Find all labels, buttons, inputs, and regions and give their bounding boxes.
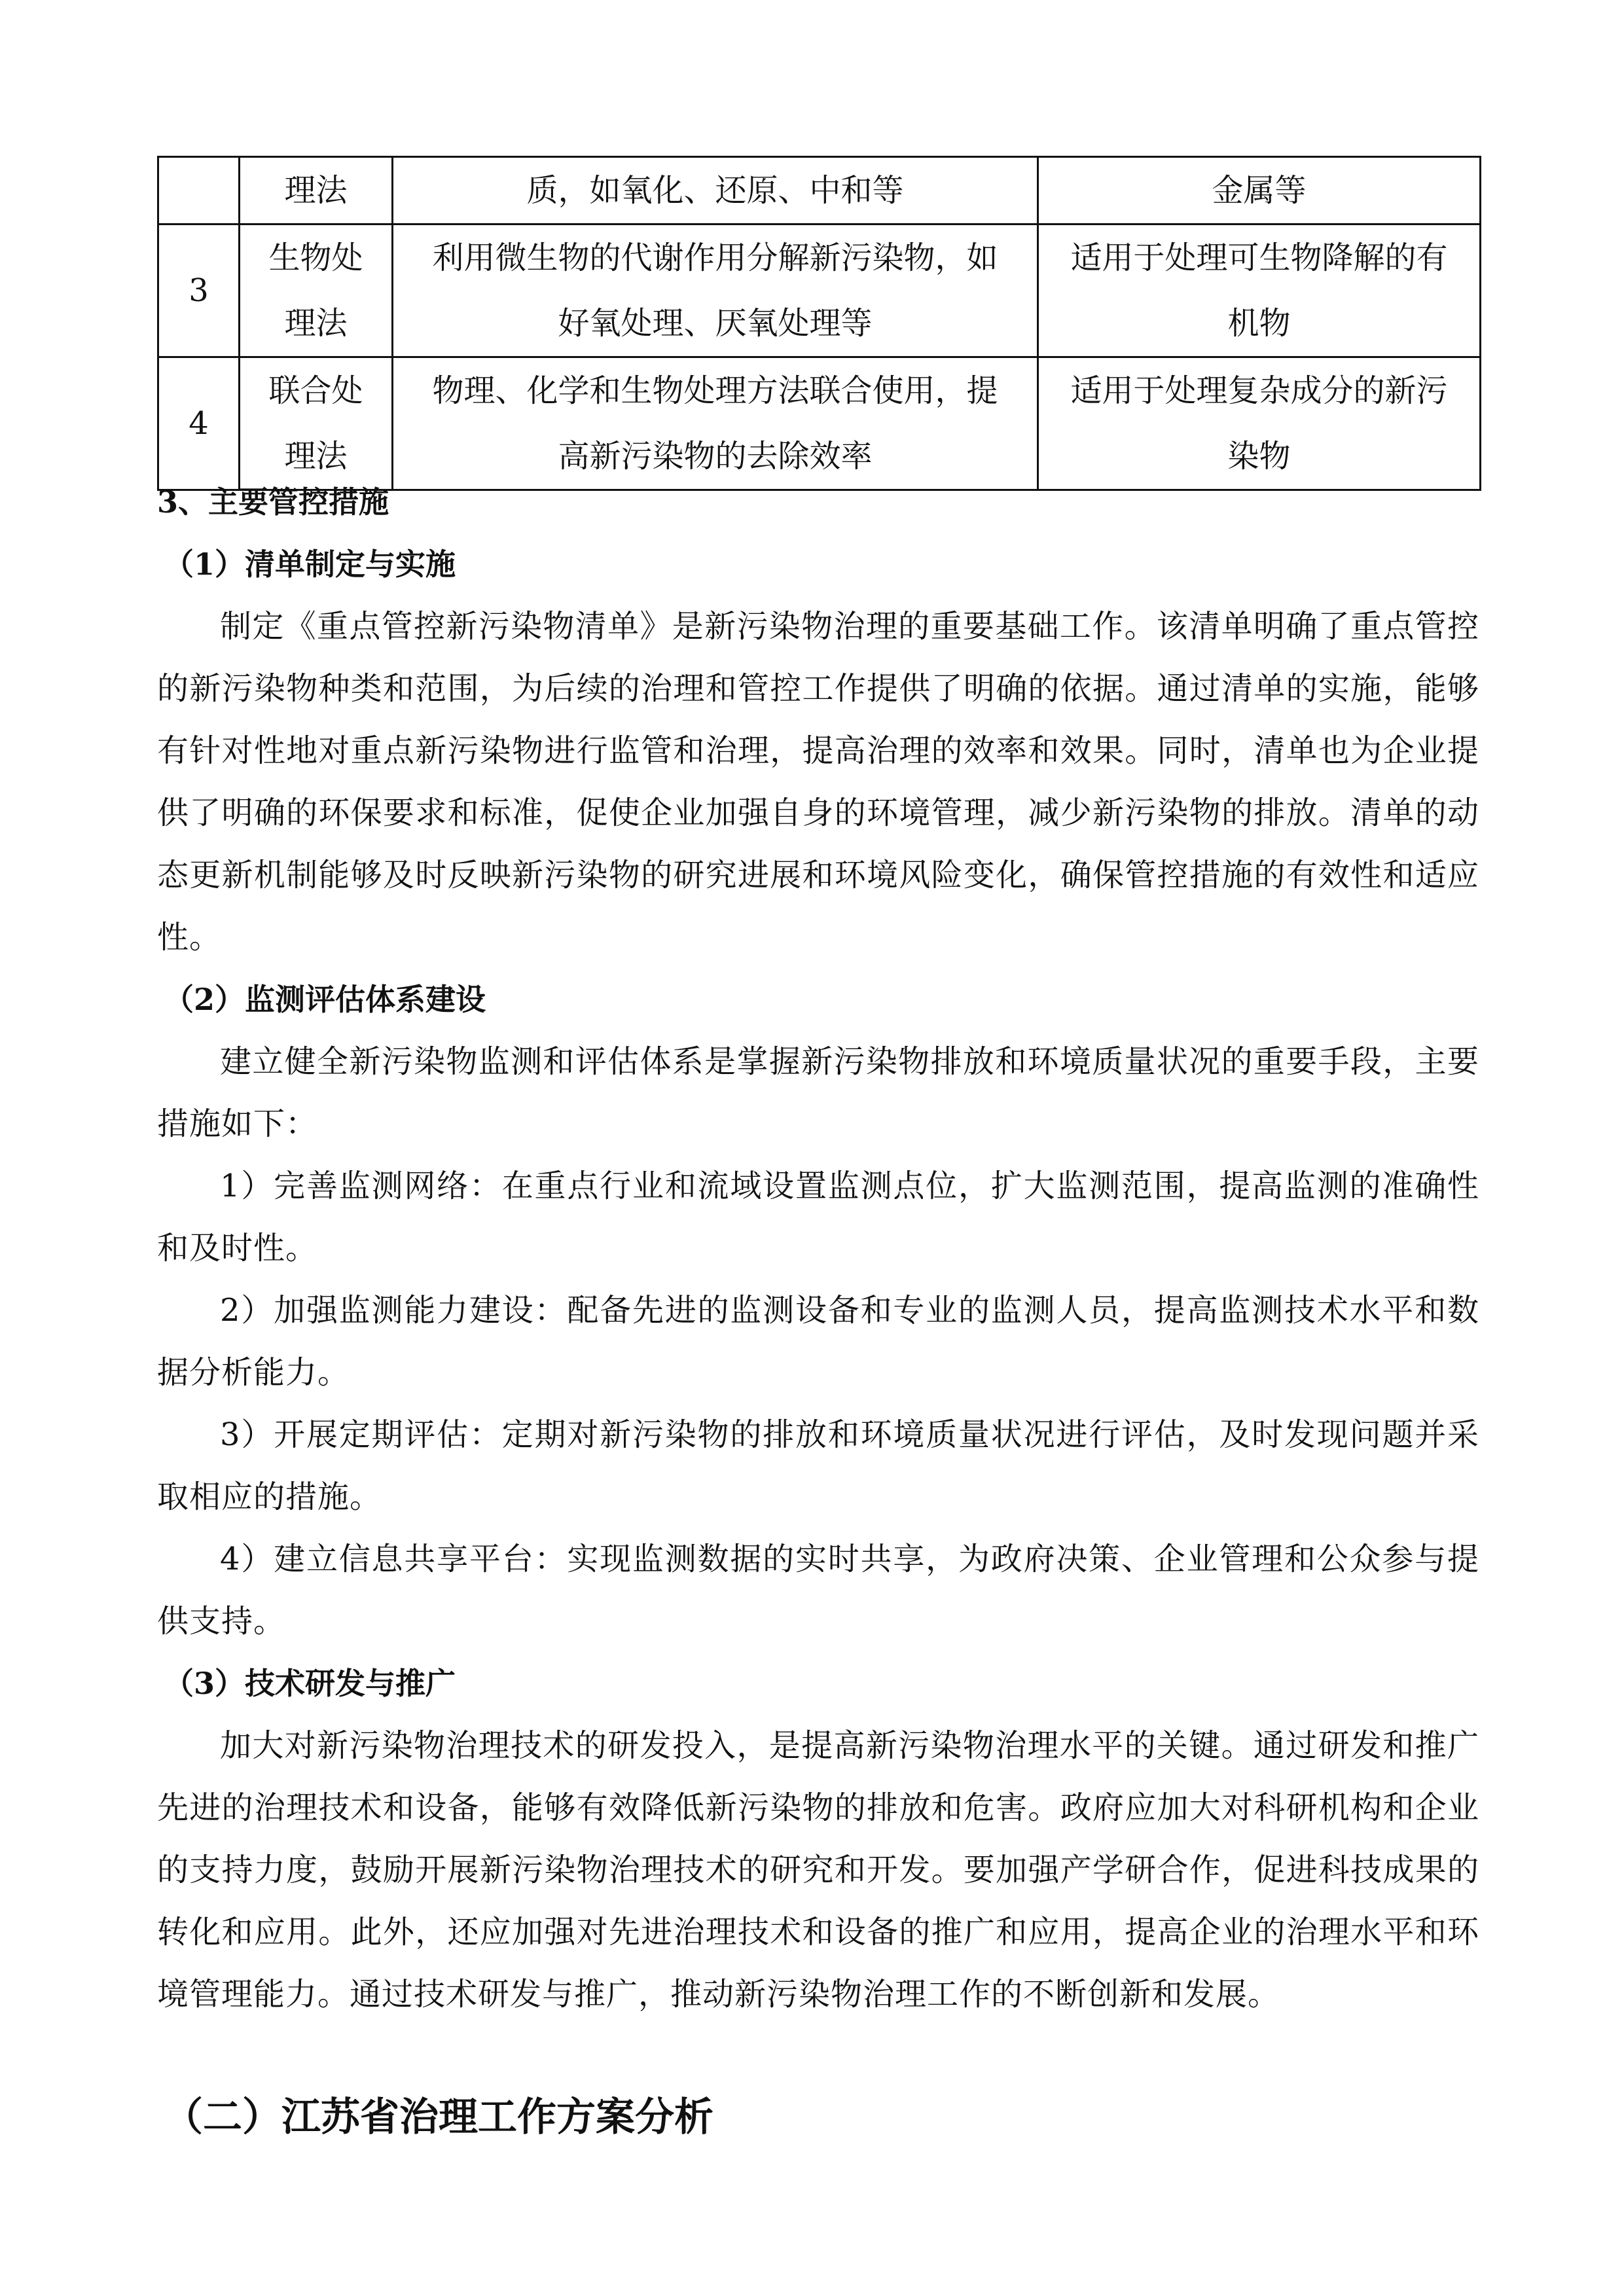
method-name-line: 理法 [284,438,348,475]
method-description [393,157,1038,224]
method-scope [1038,224,1481,357]
section-heading: 3、主要管控措施 [157,484,389,520]
method-description [393,224,1038,357]
method-name [240,157,393,224]
scope-line: 染物 [1227,438,1291,475]
chapter-heading: （二）江苏省治理工作方案分析 [164,2094,713,2140]
list-item: 1）完善监测网络：在重点行业和流域设置监测点位，扩大监测范围，提高监测的准确性和及时性。 [157,1168,1479,1266]
row-number: 3 [158,224,240,357]
method-name [240,224,393,357]
method-name-line: 联合处 [268,372,363,409]
scope-line: 机物 [1227,305,1291,342]
paragraph: 建立健全新污染物监测和评估体系是掌握新污染物排放和环境质量状况的重要手段，主要措施如下： [157,1043,1479,1142]
description-line: 质，如氧化、还原、中和等 [526,172,904,209]
method-description [393,357,1038,490]
description-line: 高新污染物的去除效率 [558,438,873,475]
list-item: 4）建立信息共享平台：实现监测数据的实时共享，为政府决策、企业管理和公众参与提供支持。 [157,1541,1479,1640]
scope-line: 适用于处理复杂成分的新污 [1070,372,1448,409]
table-row [158,157,1481,224]
paragraph: 制定《重点管控新污染物清单》是新污染物治理的重要基础工作。该清单明确了重点管控的新污染物种类和范围，为后续的治理和管控工作提供了明确的依据。通过清单的实施，能够有针对性地对重点新污染物进行监管和治理，提高治理的效率和效果。同时，清单也为企业提供了明确的环保要求和标准，促使企业加强自身的环境管理，减少新污染物的排放。清单的动态更新机制能够及时反映新污染物的研究进展和环境风险变化，确保管控措施的有效性和适应性。 [157,608,1479,956]
method-scope [1038,357,1481,490]
row-number: 4 [158,357,240,490]
treatment-methods-table [157,156,1481,491]
row-number [158,157,240,224]
paragraph: 加大对新污染物治理技术的研发投入，是提高新污染物治理水平的关键。通过研发和推广先进的治理技术和设备，能够有效降低新污染物的排放和危害。政府应加大对科研机构和企业的支持力度，鼓励开展新污染物治理技术的研究和开发。要加强产学研合作，促进科技成果的转化和应用。此外，还应加强对先进治理技术和设备的推广和应用，提高企业的治理水平和环境管理能力。通过技术研发与推广，推动新污染物治理工作的不断创新和发展。 [157,1727,1479,2013]
table-row [158,224,1481,357]
scope-line: 适用于处理可生物降解的有 [1070,240,1448,276]
method-name [240,357,393,490]
subsection-heading: （3）技术研发与推广 [164,1666,456,1701]
method-scope [1038,157,1481,224]
description-line: 利用微生物的代谢作用分解新污染物，如 [432,240,998,276]
subsection-heading: （2）监测评估体系建设 [164,982,486,1017]
subsection-heading: （1）清单制定与实施 [164,547,456,582]
table-row [158,357,1481,490]
body-text [157,471,1479,2026]
list-item: 2）加强监测能力建设：配备先进的监测设备和专业的监测人员，提高监测技术水平和数据分析能力。 [157,1292,1479,1391]
method-name-line: 生物处 [268,240,363,276]
list-item: 3）开展定期评估：定期对新污染物的排放和环境质量状况进行评估，及时发现问题并采取相应的措施。 [157,1416,1479,1515]
method-name-line: 理法 [284,172,348,209]
description-line: 物理、化学和生物处理方法联合使用，提 [432,372,998,409]
method-name-line: 理法 [284,305,348,342]
description-line: 好氧处理、厌氧处理等 [558,305,873,342]
scope-line: 金属等 [1212,172,1307,209]
